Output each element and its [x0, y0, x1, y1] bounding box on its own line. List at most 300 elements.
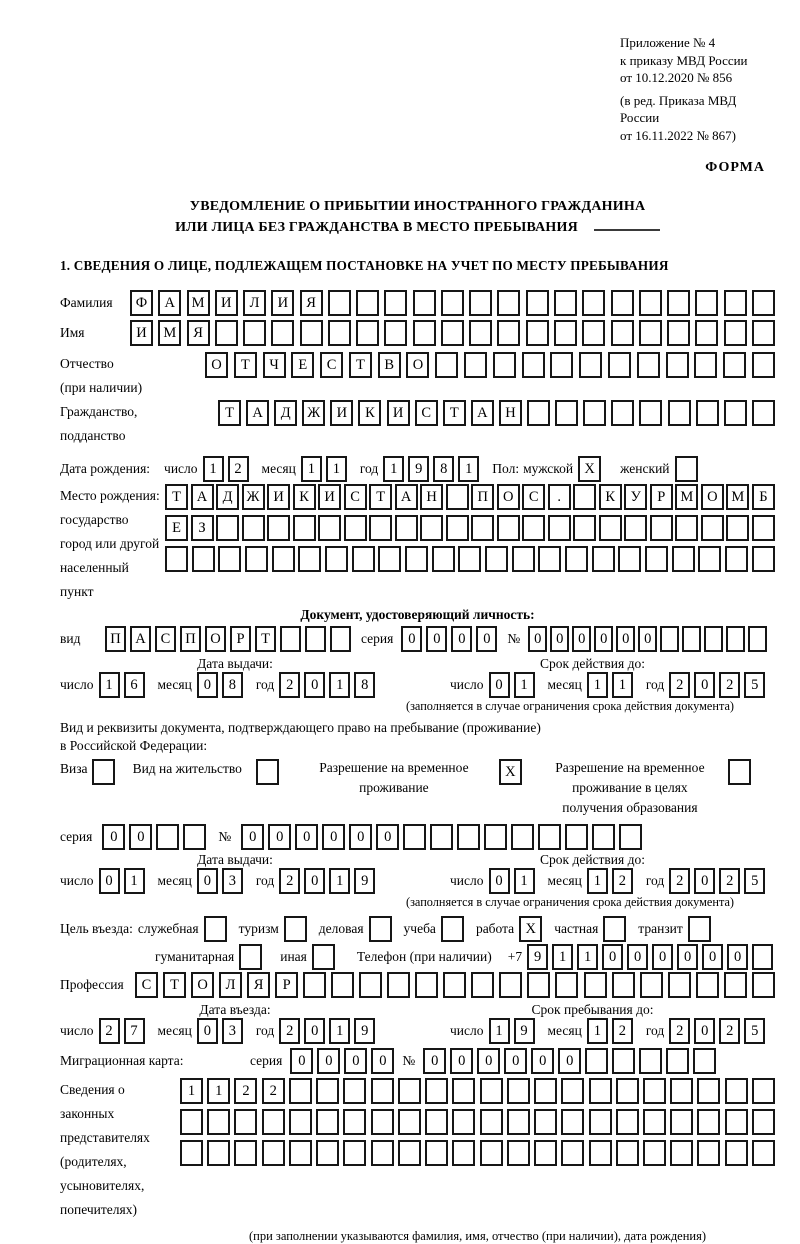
char-cell[interactable]: [752, 1078, 775, 1104]
char-cell[interactable]: 0: [477, 1048, 500, 1074]
char-cell[interactable]: Ф: [130, 290, 153, 316]
char-cell[interactable]: О: [497, 484, 520, 510]
char-cell[interactable]: [643, 1140, 666, 1166]
char-cell[interactable]: [667, 320, 690, 346]
char-cell[interactable]: [527, 972, 550, 998]
char-cell[interactable]: [316, 1109, 339, 1135]
char-cell[interactable]: [725, 1140, 748, 1166]
char-cell[interactable]: 0: [322, 824, 345, 850]
char-cell[interactable]: [234, 1109, 257, 1135]
char-cell[interactable]: [608, 352, 631, 378]
char-cell[interactable]: [403, 824, 426, 850]
char-cell[interactable]: [352, 546, 375, 572]
char-cell[interactable]: [522, 515, 545, 541]
char-cell[interactable]: [726, 626, 745, 652]
char-cell[interactable]: [425, 1078, 448, 1104]
char-cell[interactable]: П: [105, 626, 126, 652]
char-cell[interactable]: [573, 484, 596, 510]
char-cell[interactable]: 0: [558, 1048, 581, 1074]
char-cell[interactable]: 8: [433, 456, 454, 482]
char-cell[interactable]: [611, 400, 634, 426]
char-cell[interactable]: [675, 456, 698, 482]
char-cell[interactable]: [356, 290, 379, 316]
char-cell[interactable]: [752, 400, 775, 426]
char-cell[interactable]: [356, 320, 379, 346]
char-cell[interactable]: [207, 1140, 230, 1166]
char-cell[interactable]: [369, 515, 392, 541]
char-cell[interactable]: И: [271, 290, 294, 316]
char-cell[interactable]: [555, 400, 578, 426]
char-cell[interactable]: К: [599, 484, 622, 510]
char-cell[interactable]: [643, 1078, 666, 1104]
char-cell[interactable]: [384, 320, 407, 346]
char-cell[interactable]: 0: [594, 626, 613, 652]
char-cell[interactable]: [512, 546, 535, 572]
char-cell[interactable]: Е: [291, 352, 314, 378]
char-cell[interactable]: [262, 1109, 285, 1135]
char-cell[interactable]: Ж: [242, 484, 265, 510]
char-cell[interactable]: О: [205, 626, 226, 652]
char-cell[interactable]: 0: [702, 944, 723, 970]
char-cell[interactable]: [555, 972, 578, 998]
char-cell[interactable]: [723, 352, 746, 378]
char-cell[interactable]: [724, 972, 747, 998]
char-cell[interactable]: [696, 400, 719, 426]
char-cell[interactable]: Ж: [302, 400, 325, 426]
char-cell[interactable]: С: [155, 626, 176, 652]
char-cell[interactable]: 0: [627, 944, 648, 970]
char-cell[interactable]: [499, 972, 522, 998]
char-cell[interactable]: [398, 1109, 421, 1135]
char-cell[interactable]: 0: [694, 868, 715, 894]
char-cell[interactable]: [204, 916, 227, 942]
char-cell[interactable]: [441, 916, 464, 942]
char-cell[interactable]: 1: [552, 944, 573, 970]
char-cell[interactable]: [497, 320, 520, 346]
char-cell[interactable]: [413, 320, 436, 346]
char-cell[interactable]: Н: [499, 400, 522, 426]
char-cell[interactable]: [405, 546, 428, 572]
char-cell[interactable]: [469, 290, 492, 316]
char-cell[interactable]: А: [158, 290, 181, 316]
char-cell[interactable]: 0: [304, 868, 325, 894]
char-cell[interactable]: М: [187, 290, 210, 316]
char-cell[interactable]: [267, 515, 290, 541]
char-cell[interactable]: О: [205, 352, 228, 378]
char-cell[interactable]: 2: [719, 868, 740, 894]
char-cell[interactable]: [425, 1140, 448, 1166]
char-cell[interactable]: Н: [420, 484, 443, 510]
char-cell[interactable]: [538, 546, 561, 572]
char-cell[interactable]: 9: [354, 1018, 375, 1044]
char-cell[interactable]: 1: [329, 672, 350, 698]
char-cell[interactable]: [666, 1048, 689, 1074]
char-cell[interactable]: [371, 1078, 394, 1104]
char-cell[interactable]: 0: [489, 672, 510, 698]
char-cell[interactable]: [420, 515, 443, 541]
char-cell[interactable]: [458, 546, 481, 572]
char-cell[interactable]: [443, 972, 466, 998]
char-cell[interactable]: П: [180, 626, 201, 652]
char-cell[interactable]: [378, 546, 401, 572]
char-cell[interactable]: [371, 1140, 394, 1166]
char-cell[interactable]: В: [378, 352, 401, 378]
char-cell[interactable]: Я: [247, 972, 270, 998]
char-cell[interactable]: Ч: [263, 352, 286, 378]
char-cell[interactable]: [670, 1109, 693, 1135]
char-cell[interactable]: [165, 546, 188, 572]
char-cell[interactable]: [565, 546, 588, 572]
char-cell[interactable]: [573, 515, 596, 541]
char-cell[interactable]: [192, 546, 215, 572]
char-cell[interactable]: 0: [349, 824, 372, 850]
char-cell[interactable]: [218, 546, 241, 572]
char-cell[interactable]: 0: [197, 1018, 218, 1044]
char-cell[interactable]: [343, 1109, 366, 1135]
char-cell[interactable]: 2: [262, 1078, 285, 1104]
char-cell[interactable]: А: [471, 400, 494, 426]
char-cell[interactable]: 0: [476, 626, 497, 652]
char-cell[interactable]: И: [130, 320, 153, 346]
char-cell[interactable]: [616, 1140, 639, 1166]
char-cell[interactable]: [698, 546, 721, 572]
char-cell[interactable]: [616, 1078, 639, 1104]
char-cell[interactable]: Т: [218, 400, 241, 426]
char-cell[interactable]: 7: [124, 1018, 145, 1044]
char-cell[interactable]: [612, 1048, 635, 1074]
char-cell[interactable]: [611, 290, 634, 316]
char-cell[interactable]: Л: [243, 290, 266, 316]
char-cell[interactable]: 1: [489, 1018, 510, 1044]
char-cell[interactable]: Т: [165, 484, 188, 510]
char-cell[interactable]: [507, 1140, 530, 1166]
char-cell[interactable]: [534, 1109, 557, 1135]
char-cell[interactable]: Д: [216, 484, 239, 510]
char-cell[interactable]: [480, 1109, 503, 1135]
char-cell[interactable]: [493, 352, 516, 378]
char-cell[interactable]: 2: [612, 1018, 633, 1044]
char-cell[interactable]: 1: [577, 944, 598, 970]
char-cell[interactable]: Р: [275, 972, 298, 998]
char-cell[interactable]: [670, 1140, 693, 1166]
char-cell[interactable]: 0: [295, 824, 318, 850]
char-cell[interactable]: 2: [234, 1078, 257, 1104]
char-cell[interactable]: 9: [354, 868, 375, 894]
char-cell[interactable]: [303, 972, 326, 998]
char-cell[interactable]: [561, 1140, 584, 1166]
char-cell[interactable]: 0: [528, 626, 547, 652]
char-cell[interactable]: [667, 290, 690, 316]
char-cell[interactable]: Т: [255, 626, 276, 652]
char-cell[interactable]: 0: [504, 1048, 527, 1074]
char-cell[interactable]: 1: [301, 456, 322, 482]
char-cell[interactable]: [724, 320, 747, 346]
char-cell[interactable]: 0: [616, 626, 635, 652]
char-cell[interactable]: 0: [241, 824, 264, 850]
char-cell[interactable]: С: [344, 484, 367, 510]
char-cell[interactable]: [384, 290, 407, 316]
char-cell[interactable]: [425, 1109, 448, 1135]
char-cell[interactable]: 0: [450, 1048, 473, 1074]
char-cell[interactable]: [316, 1140, 339, 1166]
char-cell[interactable]: 1: [514, 868, 535, 894]
char-cell[interactable]: [650, 515, 673, 541]
char-cell[interactable]: Т: [349, 352, 372, 378]
char-cell[interactable]: 2: [669, 672, 690, 698]
char-cell[interactable]: Л: [219, 972, 242, 998]
char-cell[interactable]: М: [675, 484, 698, 510]
char-cell[interactable]: [585, 1048, 608, 1074]
char-cell[interactable]: [344, 515, 367, 541]
char-cell[interactable]: 0: [317, 1048, 340, 1074]
char-cell[interactable]: [256, 759, 279, 785]
char-cell[interactable]: [452, 1078, 475, 1104]
char-cell[interactable]: О: [701, 484, 724, 510]
char-cell[interactable]: [280, 626, 301, 652]
char-cell[interactable]: [752, 515, 775, 541]
char-cell[interactable]: [748, 626, 767, 652]
char-cell[interactable]: [484, 824, 507, 850]
char-cell[interactable]: К: [358, 400, 381, 426]
char-cell[interactable]: [441, 290, 464, 316]
char-cell[interactable]: [554, 320, 577, 346]
char-cell[interactable]: [328, 320, 351, 346]
char-cell[interactable]: [660, 626, 679, 652]
char-cell[interactable]: [328, 290, 351, 316]
char-cell[interactable]: [752, 972, 775, 998]
char-cell[interactable]: 1: [458, 456, 479, 482]
char-cell[interactable]: [639, 1048, 662, 1074]
char-cell[interactable]: У: [624, 484, 647, 510]
char-cell[interactable]: [639, 320, 662, 346]
char-cell[interactable]: [245, 546, 268, 572]
char-cell[interactable]: X: [578, 456, 601, 482]
char-cell[interactable]: [752, 352, 775, 378]
char-cell[interactable]: [695, 320, 718, 346]
char-cell[interactable]: [215, 320, 238, 346]
char-cell[interactable]: [293, 515, 316, 541]
char-cell[interactable]: [464, 352, 487, 378]
char-cell[interactable]: 0: [99, 868, 120, 894]
char-cell[interactable]: [413, 290, 436, 316]
char-cell[interactable]: 0: [550, 626, 569, 652]
char-cell[interactable]: [343, 1078, 366, 1104]
char-cell[interactable]: [640, 972, 663, 998]
char-cell[interactable]: И: [215, 290, 238, 316]
char-cell[interactable]: 1: [612, 672, 633, 698]
char-cell[interactable]: 0: [304, 1018, 325, 1044]
char-cell[interactable]: Р: [650, 484, 673, 510]
char-cell[interactable]: [289, 1140, 312, 1166]
char-cell[interactable]: [668, 972, 691, 998]
char-cell[interactable]: [639, 290, 662, 316]
char-cell[interactable]: [616, 1109, 639, 1135]
char-cell[interactable]: Б: [752, 484, 775, 510]
char-cell[interactable]: 0: [304, 672, 325, 698]
char-cell[interactable]: [583, 400, 606, 426]
char-cell[interactable]: А: [130, 626, 151, 652]
char-cell[interactable]: 0: [489, 868, 510, 894]
char-cell[interactable]: П: [471, 484, 494, 510]
char-cell[interactable]: 2: [719, 1018, 740, 1044]
char-cell[interactable]: О: [406, 352, 429, 378]
char-cell[interactable]: 1: [514, 672, 535, 698]
char-cell[interactable]: 0: [290, 1048, 313, 1074]
char-cell[interactable]: [670, 1078, 693, 1104]
char-cell[interactable]: [371, 1109, 394, 1135]
char-cell[interactable]: [298, 546, 321, 572]
char-cell[interactable]: 0: [197, 672, 218, 698]
char-cell[interactable]: [216, 515, 239, 541]
char-cell[interactable]: [305, 626, 326, 652]
char-cell[interactable]: 2: [719, 672, 740, 698]
char-cell[interactable]: З: [191, 515, 214, 541]
char-cell[interactable]: [507, 1109, 530, 1135]
char-cell[interactable]: 5: [744, 672, 765, 698]
char-cell[interactable]: [688, 916, 711, 942]
char-cell[interactable]: [611, 320, 634, 346]
char-cell[interactable]: [697, 1078, 720, 1104]
char-cell[interactable]: 2: [669, 868, 690, 894]
char-cell[interactable]: 1: [124, 868, 145, 894]
char-cell[interactable]: [156, 824, 179, 850]
char-cell[interactable]: [724, 400, 747, 426]
char-cell[interactable]: 0: [572, 626, 591, 652]
char-cell[interactable]: [534, 1140, 557, 1166]
char-cell[interactable]: [183, 824, 206, 850]
char-cell[interactable]: [725, 546, 748, 572]
char-cell[interactable]: 2: [279, 868, 300, 894]
char-cell[interactable]: [592, 824, 615, 850]
char-cell[interactable]: [618, 546, 641, 572]
char-cell[interactable]: 1: [326, 456, 347, 482]
char-cell[interactable]: [697, 1109, 720, 1135]
char-cell[interactable]: [471, 972, 494, 998]
char-cell[interactable]: [318, 515, 341, 541]
char-cell[interactable]: 8: [354, 672, 375, 698]
char-cell[interactable]: [589, 1078, 612, 1104]
char-cell[interactable]: 0: [652, 944, 673, 970]
char-cell[interactable]: [527, 400, 550, 426]
char-cell[interactable]: [554, 290, 577, 316]
char-cell[interactable]: И: [387, 400, 410, 426]
char-cell[interactable]: И: [330, 400, 353, 426]
char-cell[interactable]: [752, 320, 775, 346]
char-cell[interactable]: [534, 1078, 557, 1104]
char-cell[interactable]: [446, 515, 469, 541]
char-cell[interactable]: [507, 1078, 530, 1104]
char-cell[interactable]: [675, 515, 698, 541]
char-cell[interactable]: [387, 972, 410, 998]
char-cell[interactable]: 1: [587, 1018, 608, 1044]
char-cell[interactable]: 3: [222, 1018, 243, 1044]
char-cell[interactable]: Т: [234, 352, 257, 378]
char-cell[interactable]: [726, 515, 749, 541]
char-cell[interactable]: [243, 320, 266, 346]
char-cell[interactable]: [666, 352, 689, 378]
char-cell[interactable]: [511, 824, 534, 850]
char-cell[interactable]: [415, 972, 438, 998]
char-cell[interactable]: [395, 515, 418, 541]
char-cell[interactable]: Е: [165, 515, 188, 541]
char-cell[interactable]: А: [395, 484, 418, 510]
char-cell[interactable]: [584, 972, 607, 998]
char-cell[interactable]: 0: [401, 626, 422, 652]
char-cell[interactable]: 1: [587, 868, 608, 894]
char-cell[interactable]: 2: [612, 868, 633, 894]
char-cell[interactable]: [599, 515, 622, 541]
char-cell[interactable]: [582, 320, 605, 346]
char-cell[interactable]: 2: [99, 1018, 120, 1044]
char-cell[interactable]: [469, 320, 492, 346]
char-cell[interactable]: [752, 290, 775, 316]
char-cell[interactable]: [343, 1140, 366, 1166]
char-cell[interactable]: [234, 1140, 257, 1166]
char-cell[interactable]: [639, 400, 662, 426]
char-cell[interactable]: 0: [694, 672, 715, 698]
char-cell[interactable]: X: [519, 916, 542, 942]
char-cell[interactable]: [592, 546, 615, 572]
char-cell[interactable]: 0: [727, 944, 748, 970]
char-cell[interactable]: 8: [222, 672, 243, 698]
char-cell[interactable]: [180, 1109, 203, 1135]
char-cell[interactable]: 0: [451, 626, 472, 652]
char-cell[interactable]: [522, 352, 545, 378]
char-cell[interactable]: [693, 1048, 716, 1074]
char-cell[interactable]: О: [191, 972, 214, 998]
char-cell[interactable]: [725, 1078, 748, 1104]
char-cell[interactable]: М: [158, 320, 181, 346]
char-cell[interactable]: 0: [638, 626, 657, 652]
char-cell[interactable]: [239, 944, 262, 970]
char-cell[interactable]: 0: [694, 1018, 715, 1044]
char-cell[interactable]: [284, 916, 307, 942]
char-cell[interactable]: [696, 972, 719, 998]
char-cell[interactable]: [701, 515, 724, 541]
char-cell[interactable]: 9: [514, 1018, 535, 1044]
char-cell[interactable]: [325, 546, 348, 572]
char-cell[interactable]: 0: [677, 944, 698, 970]
char-cell[interactable]: 1: [329, 1018, 350, 1044]
char-cell[interactable]: [398, 1140, 421, 1166]
char-cell[interactable]: [668, 400, 691, 426]
char-cell[interactable]: [471, 515, 494, 541]
char-cell[interactable]: 0: [426, 626, 447, 652]
char-cell[interactable]: [645, 546, 668, 572]
char-cell[interactable]: [300, 320, 323, 346]
char-cell[interactable]: [637, 352, 660, 378]
char-cell[interactable]: [589, 1140, 612, 1166]
char-cell[interactable]: Я: [187, 320, 210, 346]
char-cell[interactable]: И: [267, 484, 290, 510]
char-cell[interactable]: [398, 1078, 421, 1104]
char-cell[interactable]: [561, 1109, 584, 1135]
char-cell[interactable]: С: [135, 972, 158, 998]
char-cell[interactable]: [579, 352, 602, 378]
char-cell[interactable]: 1: [383, 456, 404, 482]
char-cell[interactable]: Т: [163, 972, 186, 998]
char-cell[interactable]: [619, 824, 642, 850]
char-cell[interactable]: 0: [129, 824, 152, 850]
char-cell[interactable]: [694, 352, 717, 378]
char-cell[interactable]: [430, 824, 453, 850]
char-cell[interactable]: [480, 1140, 503, 1166]
char-cell[interactable]: [180, 1140, 203, 1166]
char-cell[interactable]: [526, 290, 549, 316]
char-cell[interactable]: [441, 320, 464, 346]
char-cell[interactable]: 1: [587, 672, 608, 698]
char-cell[interactable]: [92, 759, 115, 785]
